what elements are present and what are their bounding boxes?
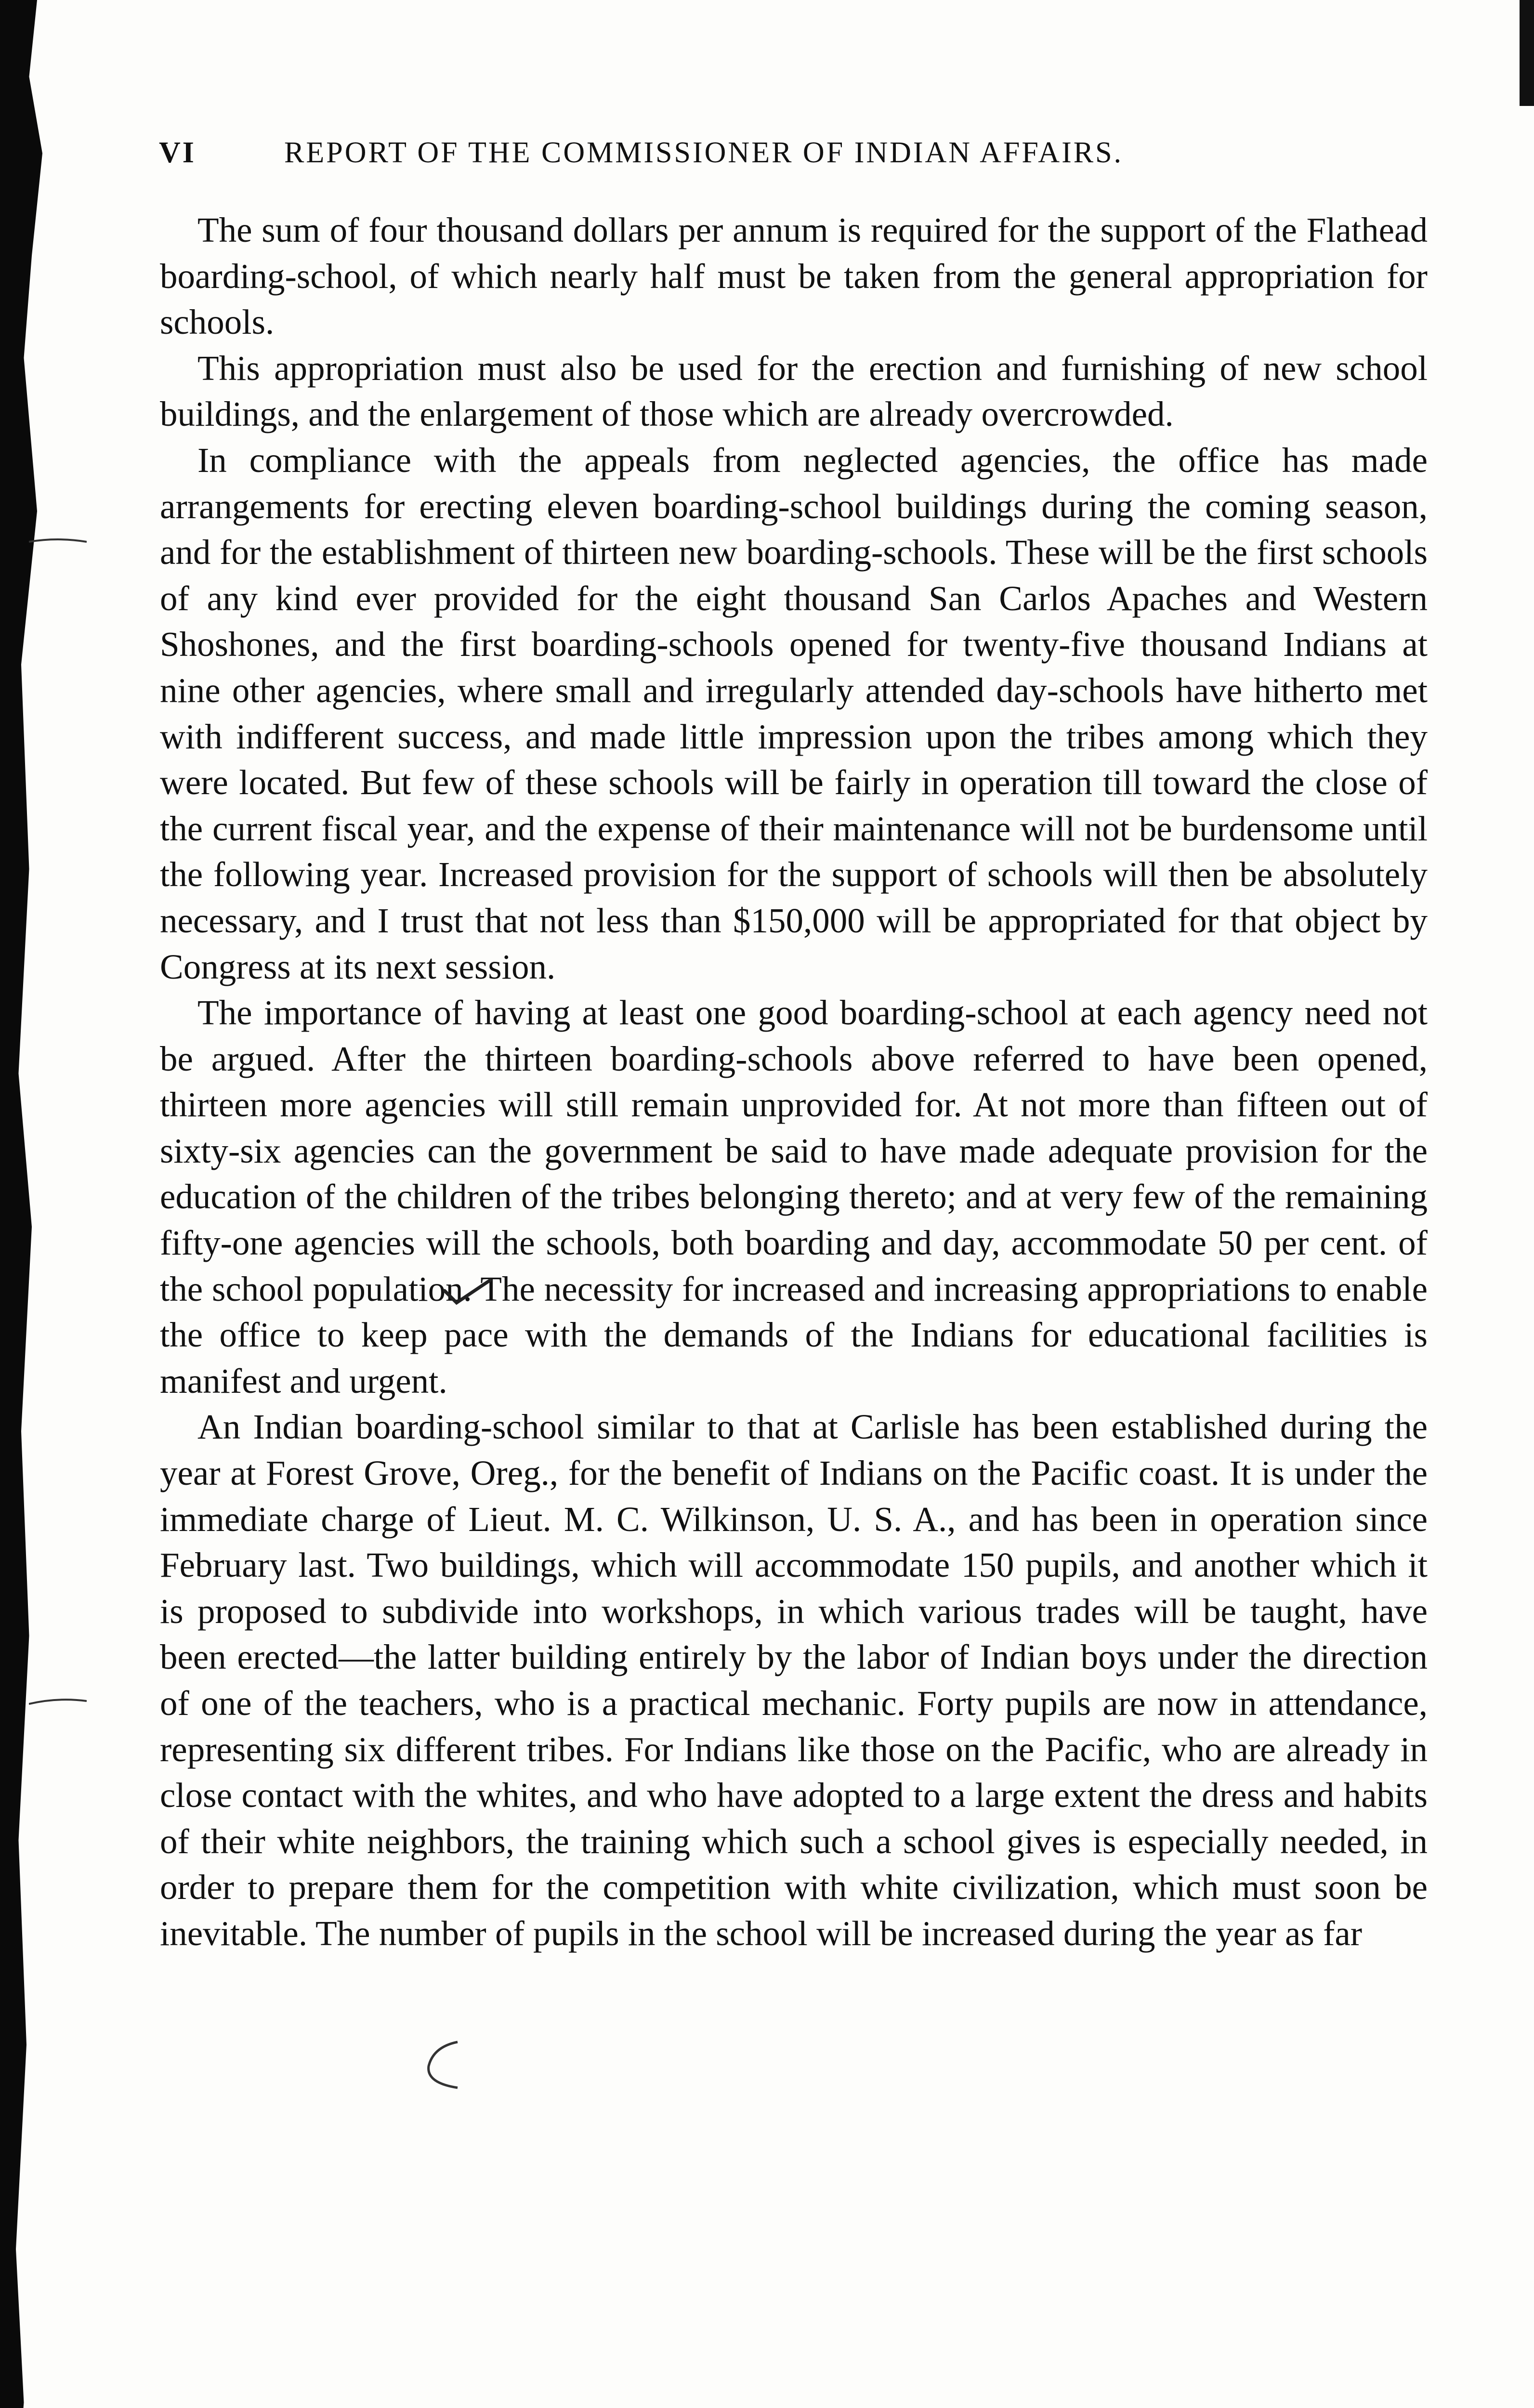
paragraph-2: This appropriation must also be used for the erection and furnishing of new school buildings, and the enlargement of those which are already overcrowded. [160,348,1428,434]
pencil-check-mark-icon [442,1276,495,1310]
running-title: REPORT OF THE COMMISSIONER OF INDIAN AFFAIRS. [284,136,1124,169]
paragraph-4: The importance of having at least one good boarding-school at each agency need not be argued. After the thirteen boarding-schools above referred to have been opened, thirteen more agencies will still remain unprovided for. At not more than fifteen out of sixty-six agencies can the government be said to have made adequate provision for the education of the children of the tribes belonging thereto; and at very few of the remaining fifty-one agencies will the schools, both boarding and day, accommodate 50 per cent. of the school population. The necessity for increased and increasing appropriations to enable the office to keep pace with the demands of the Indians for educational facilities is manifest and urgent. [160,993,1428,1400]
running-header [159,136,1334,184]
margin-stray-mark-icon [29,535,87,549]
scan-edge-left [0,0,53,2408]
page-number: VI [159,136,196,169]
paragraph-5: An Indian boarding-school similar to that at Carlisle has been established during the year at Forest Grove, Oreg., for the benefit of Indians on the Pacific coast. It is under the immediate charge of Lieut. M. C. Wilkinson, U. S. A., and has been in operation since February last. Two buildings, which will accommodate 150 pupils, and another which it is proposed to subdivide into workshops, in which various trades will be taught, have been erected—the latter building entirely by the labor of Indian boys under the direction of one of the teachers, who is a practical mechanic. Forty pupils are now in attendance, representing six different tribes. For Indians like those on the Pacific, who are already in close contact with the whites, and who have adopted to a large extent the dress and habits of their white neighbors, the training which such a school gives is especially needed, in order to prepare them for the competition with white civilization, which must soon be inevitable. The number of pupils in the school will be increased during the year as far [160,1407,1428,1953]
paragraph-1: The sum of four thousand dollars per annum is required for the support of the Flathead boarding-school, of which nearly half must be taken from the general appropriation for schools. [160,210,1428,342]
pencil-bracket-mark-icon [414,2040,462,2093]
scan-edge-right [1520,0,1534,106]
margin-stray-mark-icon [29,1695,87,1710]
body-text [160,207,1428,1957]
paragraph-3: In compliance with the appeals from neglected agencies, the office has made arrangements for erecting eleven boarding-school buildings during the coming season, and for the establishment of thirteen new boarding-schools. These will be the first schools of any kind ever provided for the eight thousand San Carlos Apaches and Western Shoshones, and the first boarding-schools opened for twenty-five thousand Indians at nine other agencies, where small and irregularly attended day-schools have hitherto met with indifferent success, and made little impression upon the tribes among which they were located. But few of these schools will be fairly in operation till toward the close of the current fiscal year, and the expense of their maintenance will not be burdensome until the following year. Increased provision for the support of schools will then be absolutely necessary, and I trust that not less than $150,000 will be appropriated for that object by Congress at its next session. [160,440,1428,986]
